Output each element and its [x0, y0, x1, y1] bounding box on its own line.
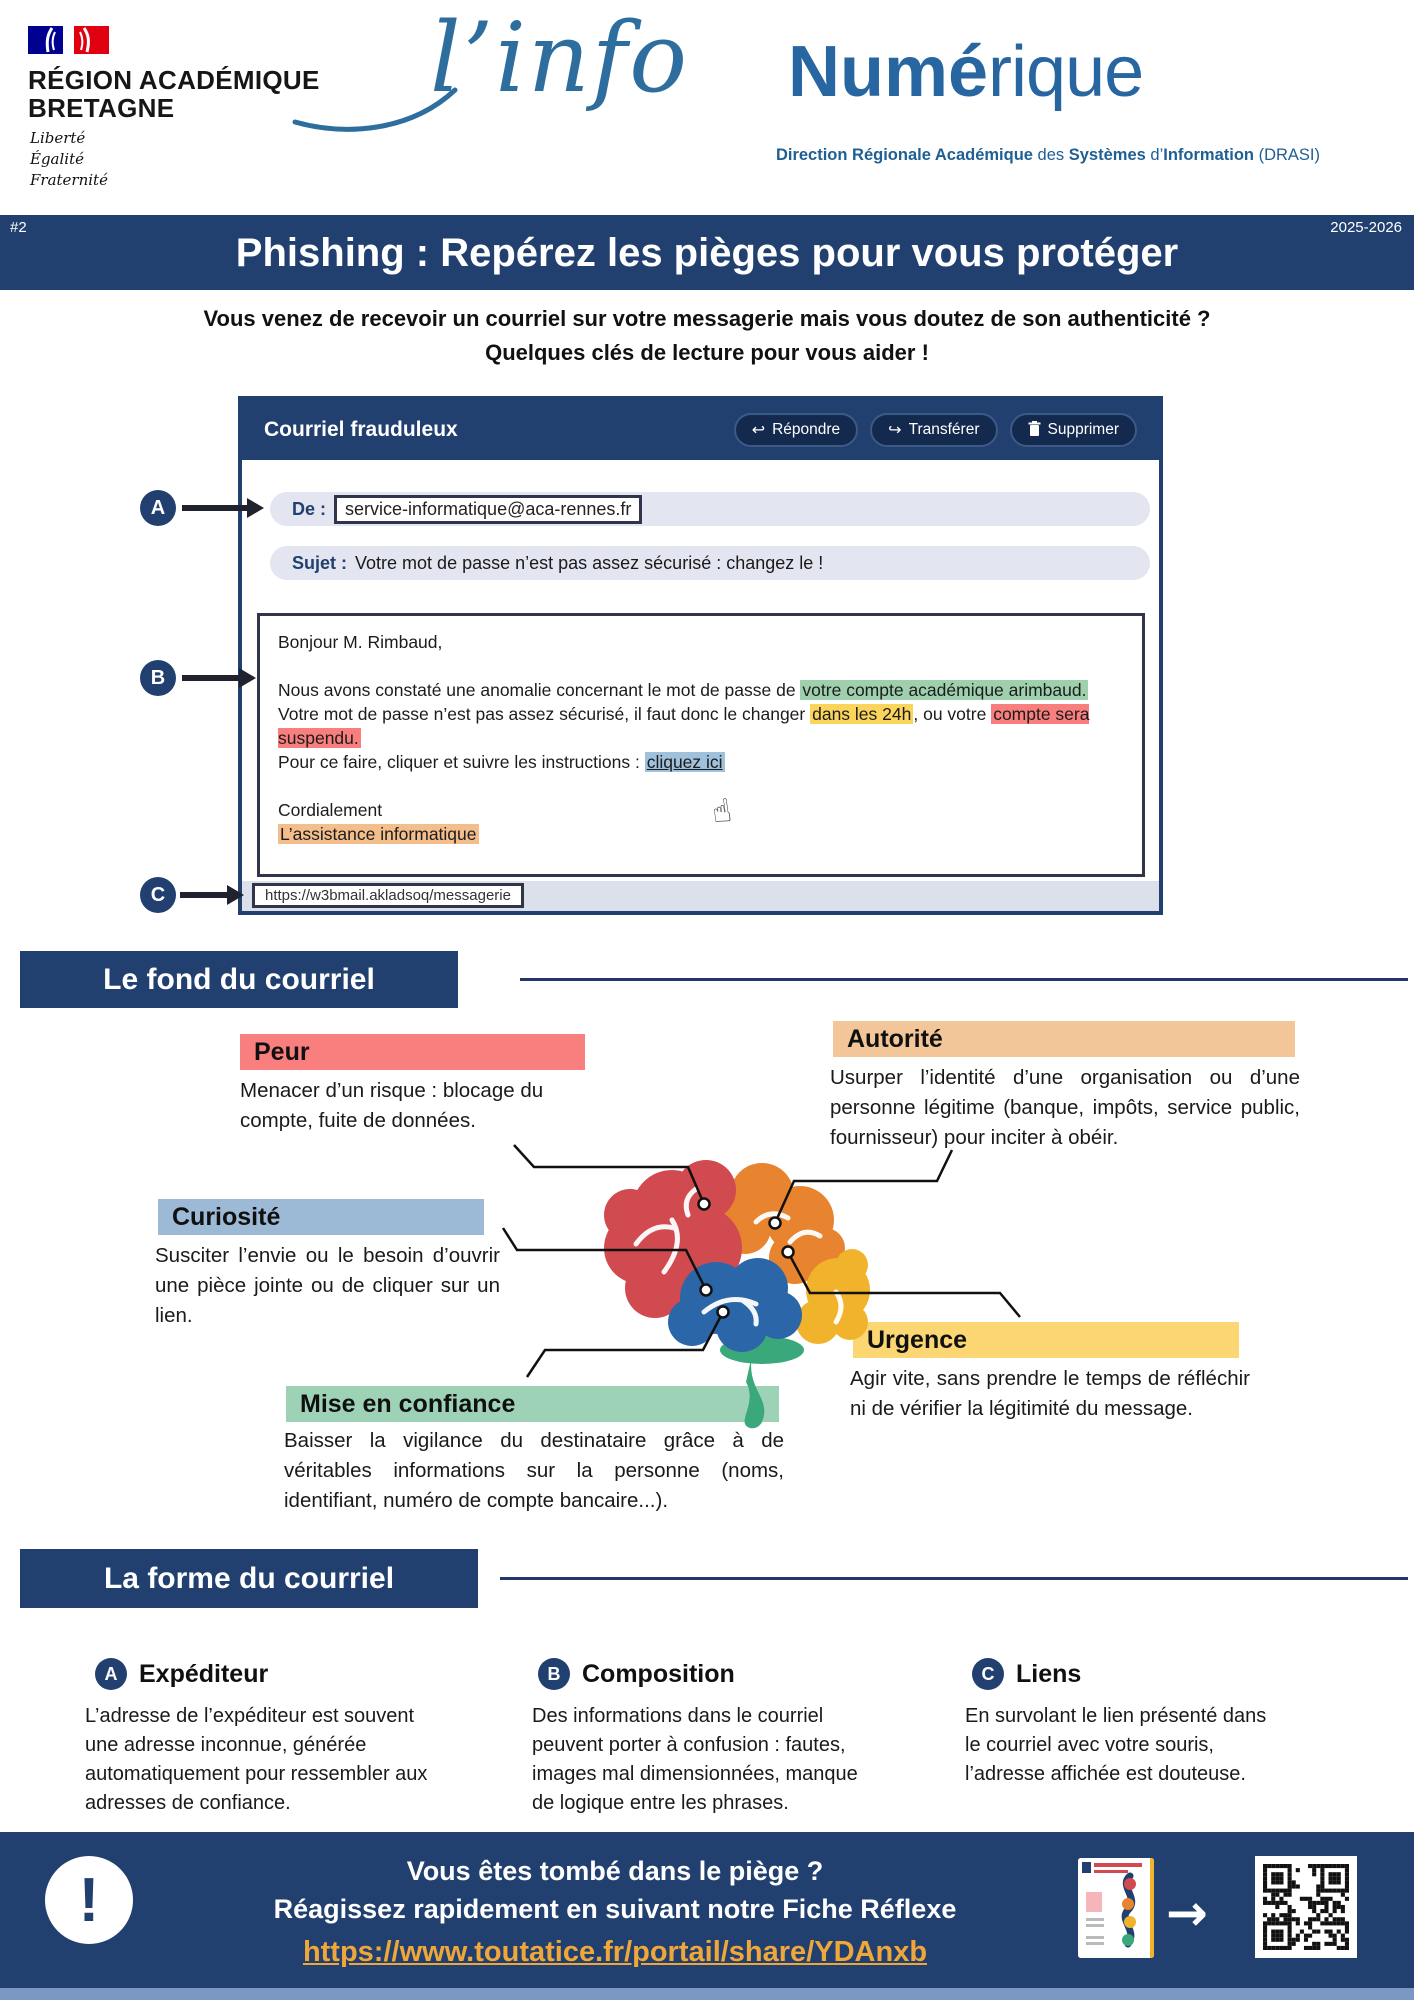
region-line2: BRETAGNE — [28, 93, 175, 123]
reply-label: Répondre — [772, 421, 841, 438]
intro-line1: Vous venez de recevoir un courriel sur votre messagerie mais vous doutez de son authenticité ? — [203, 306, 1211, 331]
forme-liens-title: Liens — [1016, 1659, 1082, 1688]
footer-line2: Réagissez rapidement en suivant notre Fiche Réflexe — [273, 1894, 957, 1924]
marker-b: B — [140, 660, 176, 696]
email-window-titlebar — [242, 400, 1159, 460]
devise-republique — [30, 128, 108, 191]
forward-button[interactable] — [870, 413, 997, 447]
marker-c: C — [140, 877, 176, 913]
drasi-part4: d’ — [1145, 146, 1164, 164]
issue-number: #2 — [10, 219, 27, 236]
brain-graphic — [400, 1100, 1100, 1450]
email-from-row — [270, 492, 1150, 526]
card-curiosite-title: Curiosité — [158, 1199, 484, 1235]
highlight-orange: L’assistance informatique — [280, 824, 477, 844]
highlight-link[interactable]: cliquez ici — [646, 752, 723, 772]
delete-label: Supprimer — [1047, 421, 1119, 438]
card-peur-title: Peur — [240, 1034, 585, 1070]
marker-b-arrow — [182, 675, 240, 681]
drasi-part1: Direction Régionale Académique — [775, 146, 1033, 164]
arrow-right-icon: → — [1166, 1884, 1208, 1942]
brand-word-numerique — [788, 32, 1144, 112]
badge-a: A — [95, 1658, 127, 1690]
drasi-part5: Information — [1163, 146, 1254, 164]
forme-item-expediteur — [95, 1658, 268, 1690]
from-label: De : — [292, 498, 327, 519]
highlight-red: compte sera suspendu. — [278, 704, 1090, 748]
forme-composition-text: Des informations dans le courriel peuvent porter à confusion : fautes, images mal dimensionnées, manque de logique entre les phrases. — [532, 1705, 858, 1814]
card-confiance-title: Mise en confiance — [286, 1386, 779, 1422]
marianne-logo-red — [74, 26, 109, 54]
link-preview-url: https://w3bmail.akladsoq/messagerie — [252, 883, 524, 908]
forward-label: Transférer — [908, 421, 980, 438]
from-address-box: service-informatique@aca-rennes.fr — [334, 495, 642, 524]
subject-label: Sujet : — [292, 552, 348, 573]
section-fond-divider — [520, 978, 1408, 981]
intro-line2: Quelques clés de lecture pour vous aider ! — [485, 340, 929, 365]
email-window — [238, 396, 1163, 915]
alert-icon: ! — [45, 1856, 133, 1944]
card-urgence-title: Urgence — [853, 1322, 1239, 1358]
brand-nume: Numé — [788, 32, 989, 112]
forme-item-liens — [972, 1658, 1081, 1690]
intro-text — [0, 302, 1414, 370]
email-body: Bonjour M. Rimbaud, Nous avons constaté une anomalie concernant le mot de passe de votre compte académique arimbaud. Votre mot de passe n’est pas assez sécurisé, il faut donc le changer dans les 24h , ou votre compte sera suspendu. Pour ce faire, cliquer et suivre les instructions : cliquez ici Cordialement L’assistance informatique — [257, 613, 1145, 877]
email-toolbar — [734, 413, 1137, 447]
card-curiosite-text: Susciter l’envie ou le besoin d’ouvrir une pièce jointe ou de cliquer sur un lien. — [155, 1244, 500, 1327]
region-line1: RÉGION ACADÉMIQUE — [28, 65, 320, 95]
footer-bottom-strip — [0, 1988, 1414, 2000]
forme-composition-title: Composition — [582, 1659, 735, 1688]
drasi-part3: Systèmes — [1068, 146, 1146, 164]
forme-liens-text: En survolant le lien présenté dans le courriel avec votre souris, l’adresse affichée est douteuse. — [965, 1705, 1267, 1785]
hand-cursor-icon: ☝ — [709, 790, 735, 832]
section-forme-divider — [500, 1577, 1408, 1580]
subject-value: Votre mot de passe n’est pas assez sécurisé : changez le ! — [355, 552, 824, 573]
reply-button[interactable] — [734, 413, 858, 447]
drasi-part6: (DRASI) — [1254, 146, 1320, 164]
region-academique-title — [28, 66, 320, 122]
forme-expediteur-text: L’adresse de l’expéditeur est souvent une adresse inconnue, générée automatiquement pour ressembler aux adresses de confiance. — [85, 1705, 428, 1814]
section-fond-heading: Le fond du courriel — [20, 951, 458, 1008]
card-peur-text: Menacer d’un risque : blocage du compte, fuite de données. — [240, 1079, 544, 1132]
highlight-yellow: dans les 24h — [812, 704, 912, 724]
trash-icon — [1028, 421, 1041, 439]
qr-code — [1255, 1856, 1357, 1958]
page-title: Phishing : Repérez les pièges pour vous protéger — [235, 231, 1179, 275]
card-urgence-text: Agir vite, sans prendre le temps de réfléchir ni de vérifier la légitimité du message. — [850, 1367, 1250, 1420]
email-window-title: Courriel frauduleux — [264, 418, 458, 441]
title-banner — [0, 215, 1414, 290]
footer-link[interactable]: https://www.toutatice.fr/portail/share/YDAnxb — [302, 1936, 928, 1968]
motto-fraternite: Fraternité — [30, 171, 108, 189]
card-confiance-text: Baisser la vigilance du destinataire grâce à de véritables informations sur la personne (noms, identifiant, numéro de compte bancaire...). — [284, 1429, 784, 1512]
marker-a: A — [140, 490, 176, 526]
badge-c: C — [972, 1658, 1004, 1690]
highlight-green: votre compte académique arimbaud. — [802, 680, 1087, 700]
marker-a-arrow — [182, 505, 248, 511]
school-year: 2025-2026 — [1330, 219, 1402, 236]
marker-c-arrow — [180, 892, 228, 898]
card-autorite-text: Usurper l’identité d’une organisation ou d’une personne légitime (banque, impôts, service public, fournisseur) pour inciter à obéir. — [830, 1066, 1300, 1149]
drasi-subtitle — [560, 146, 1320, 165]
forward-icon: ↪ — [888, 420, 902, 439]
forme-expediteur-title: Expéditeur — [139, 1659, 269, 1688]
footer-line1: Vous êtes tombé dans le piège ? — [406, 1856, 824, 1886]
forme-item-composition — [538, 1658, 735, 1690]
brand-rique: rique — [988, 32, 1144, 112]
badge-b: B — [538, 1658, 570, 1690]
footer-banner — [0, 1832, 1414, 1988]
fiche-reflexe-thumbnail — [1078, 1858, 1154, 1958]
delete-button[interactable] — [1010, 413, 1138, 447]
section-forme-heading: La forme du courriel — [20, 1549, 478, 1608]
brand-script-info: l’info — [430, 2, 690, 114]
marianne-logo-blue — [28, 26, 63, 54]
reply-icon: ↩ — [751, 420, 766, 439]
card-autorite-title: Autorité — [833, 1021, 1295, 1057]
drasi-part2: des — [1032, 146, 1069, 164]
motto-liberte: Liberté — [30, 129, 86, 147]
email-subject-row — [270, 546, 1150, 580]
motto-egalite: Égalité — [30, 150, 84, 168]
